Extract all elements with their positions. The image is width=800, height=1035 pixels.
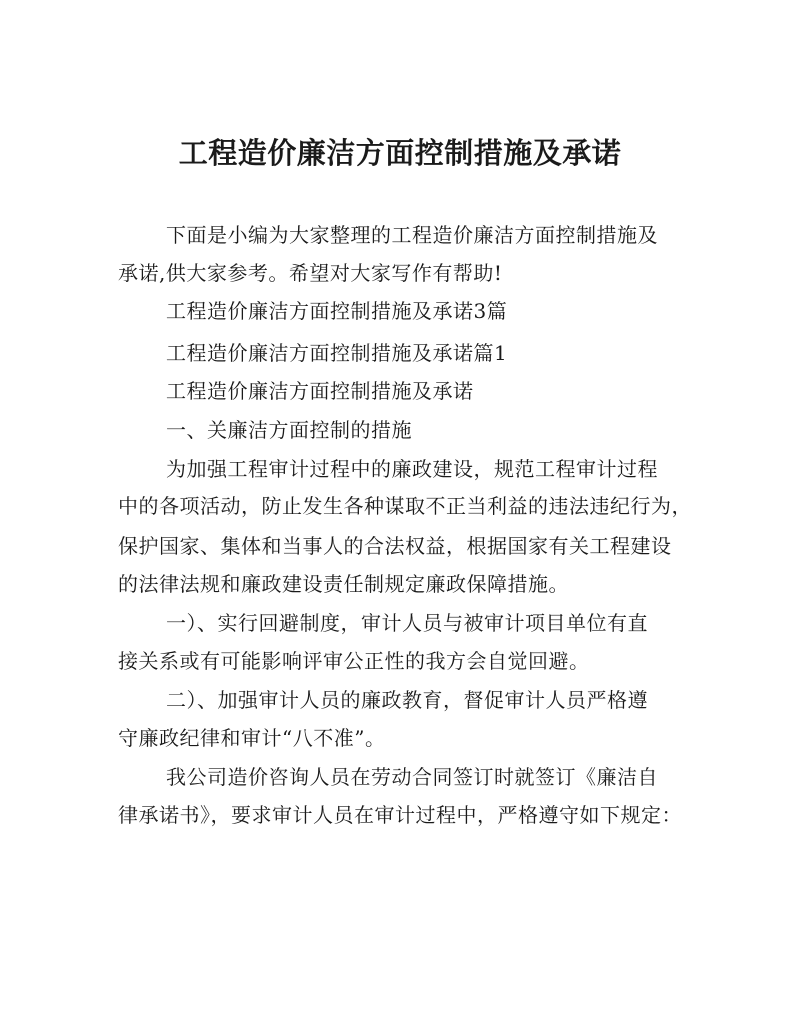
paragraph-line: 工程造价廉洁方面控制措施及承诺篇1 [166,341,508,365]
paragraph-line: 工程造价廉洁方面控制措施及承诺3篇 [166,299,508,323]
paragraph-line: 二）、加强审计人员的廉政教育，督促审计人员严格遵 [166,688,648,712]
paragraph-line: 接关系或有可能影响评审公正性的我方会自觉回避。 [118,649,590,673]
document-title: 工程造价廉洁方面控制措施及承诺 [178,136,622,170]
paragraph-line: 为加强工程审计过程中的廉政建设，规范工程审计过程 [166,457,658,481]
paragraph-line: 承诺,供大家参考。希望对大家写作有帮助! [118,261,503,285]
paragraph-line: 中的各项活动，防止发生各种谋取不正当利益的违法违纪行为， [118,494,692,518]
paragraph-line: 工程造价廉洁方面控制措施及承诺 [166,379,474,403]
paragraph-line: 一）、实行回避制度，审计人员与被审计项目单位有直 [166,611,648,635]
paragraph-line: 的法律法规和廉政建设责任制规定廉政保障措施。 [118,572,569,596]
paragraph-line: 守廉政纪律和审计“八不准”。 [118,726,386,750]
paragraph-line: 保护国家、集体和当事人的合法权益，根据国家有关工程建设 [118,534,672,558]
section-heading: 一、关廉洁方面控制的措施 [166,418,412,442]
paragraph-line: 律承诺书》，要求审计人员在审计过程中，严格遵守如下规定： [118,803,682,827]
paragraph-line: 下面是小编为大家整理的工程造价廉洁方面控制措施及 [166,223,658,247]
paragraph-line: 我公司造价咨询人员在劳动合同签订时就签订《廉洁自 [166,765,658,789]
